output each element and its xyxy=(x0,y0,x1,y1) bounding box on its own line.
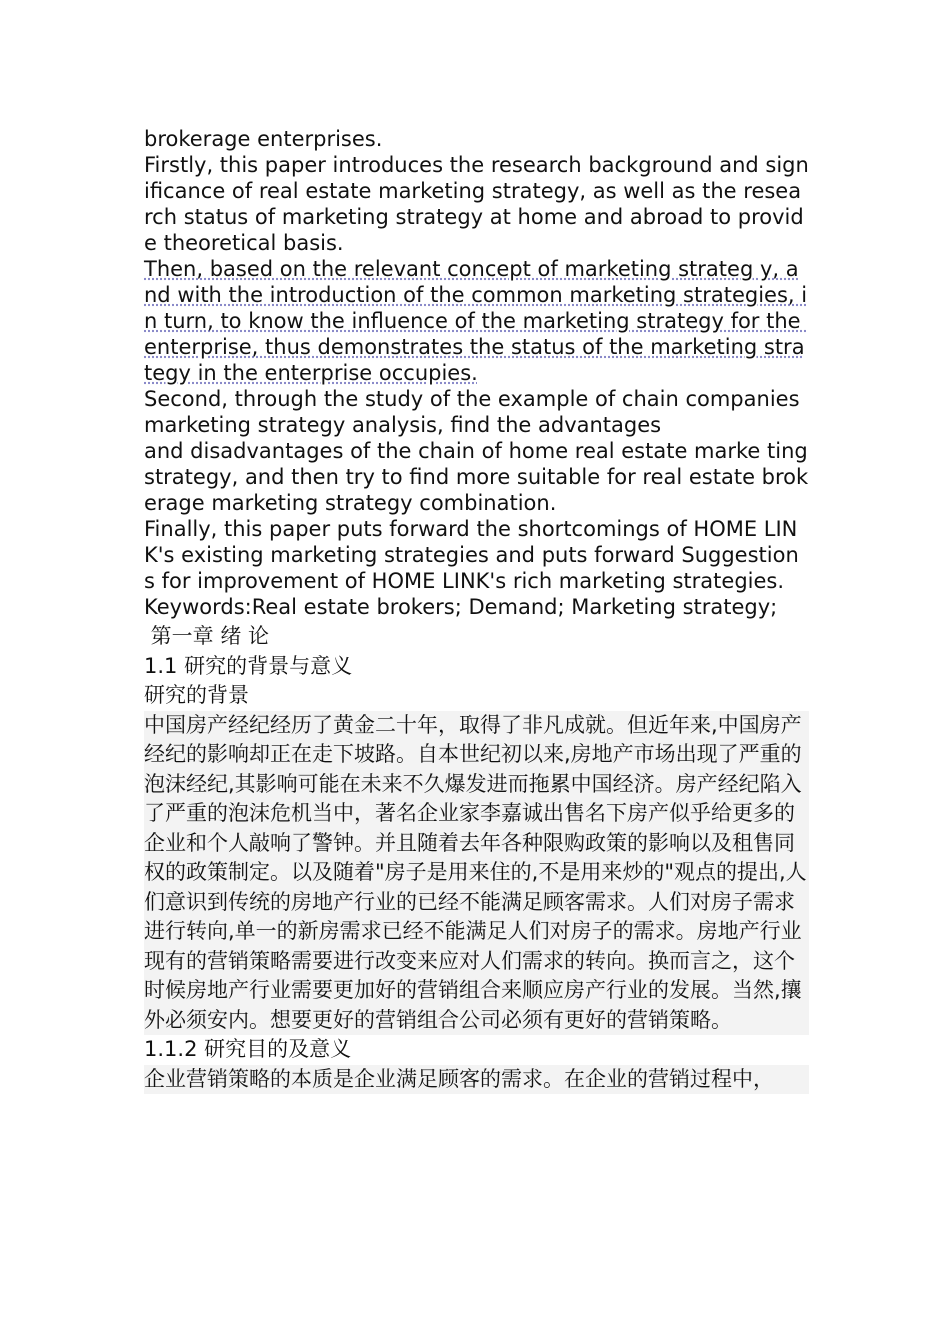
purpose-paragraph: 企业营销策略的本质是企业满足顾客的需求。在企业的营销过程中， xyxy=(144,1065,809,1095)
background-paragraph: 中国房产经纪经历了黄金二十年，取得了非凡成就。但近年来,中国房产经纪的影响却正在走下坡路。自本世纪初以来,房地产市场出现了严重的泡沫经纪,其影响可能在未来不久爆发进而拖累中国经济。房产经纪陷入了严重的泡沫危机当中，著名企业家李嘉诚出售名下房产似乎给更多的企业和个人敲响了警钟。并且随着去年各种限购政策的影响以及租售同权的政策制定。以及随着"房子是用来住的,不是用来炒的"观点的提出,人们意识到传统的房地产行业的已经不能满足顾客需求。人们对房子需求进行转向,单一的新房需求已经不能满足人们对房子的需求。房地产行业现有的营销策略需要进行改变来应对人们需求的转向。换而言之，这个时候房地产行业需要更加好的营销组合来顺应房产行业的发展。当然,攘外必须安内。想要更好的营销组合公司必须有更好的营销策略。 xyxy=(144,711,809,1036)
abstract-line-fragment: brokerage enterprises. xyxy=(144,127,383,151)
abstract-keywords: Keywords:Real estate brokers; Demand; Marketing strategy; xyxy=(144,595,778,619)
abstract-paragraph-3: Second, through the study of the example of chain companies marketing strategy analysis, find the advantages and disadvantages of the chain of home real estate marke ting strategy, and then try to find more suitable for real estate brokerage marketing strategy combination. xyxy=(144,387,809,515)
section-heading-1-1-2: 1.1.2 研究目的及意义 xyxy=(144,1037,352,1061)
abstract-paragraph-4: Finally, this paper puts forward the shortcomings of HOME LINK's existing marketing strategies and puts forward Suggestions for improvement of HOME LINK's rich marketing strategies. xyxy=(144,517,799,593)
document-page xyxy=(144,126,809,1094)
chapter-title: 第一章 绪 论 xyxy=(144,624,270,648)
subsection-heading-background: 研究的背景 xyxy=(144,683,249,707)
abstract-paragraph-1: Firstly, this paper introduces the research background and significance of real estate marketing strategy, as well as the research status of marketing strategy at home and abroad to provide theoretical basis. xyxy=(144,153,809,255)
section-heading-1-1: 1.1 研究的背景与意义 xyxy=(144,653,353,678)
abstract-paragraph-2: Then, based on the relevant concept of marketing strateg y, and with the introduction of the common marketing strategies, in turn, to know the influence of the marketing strategy for the enterprise, thus demonstrates the status of the marketing strategy in the enterprise occupies. xyxy=(144,257,808,385)
